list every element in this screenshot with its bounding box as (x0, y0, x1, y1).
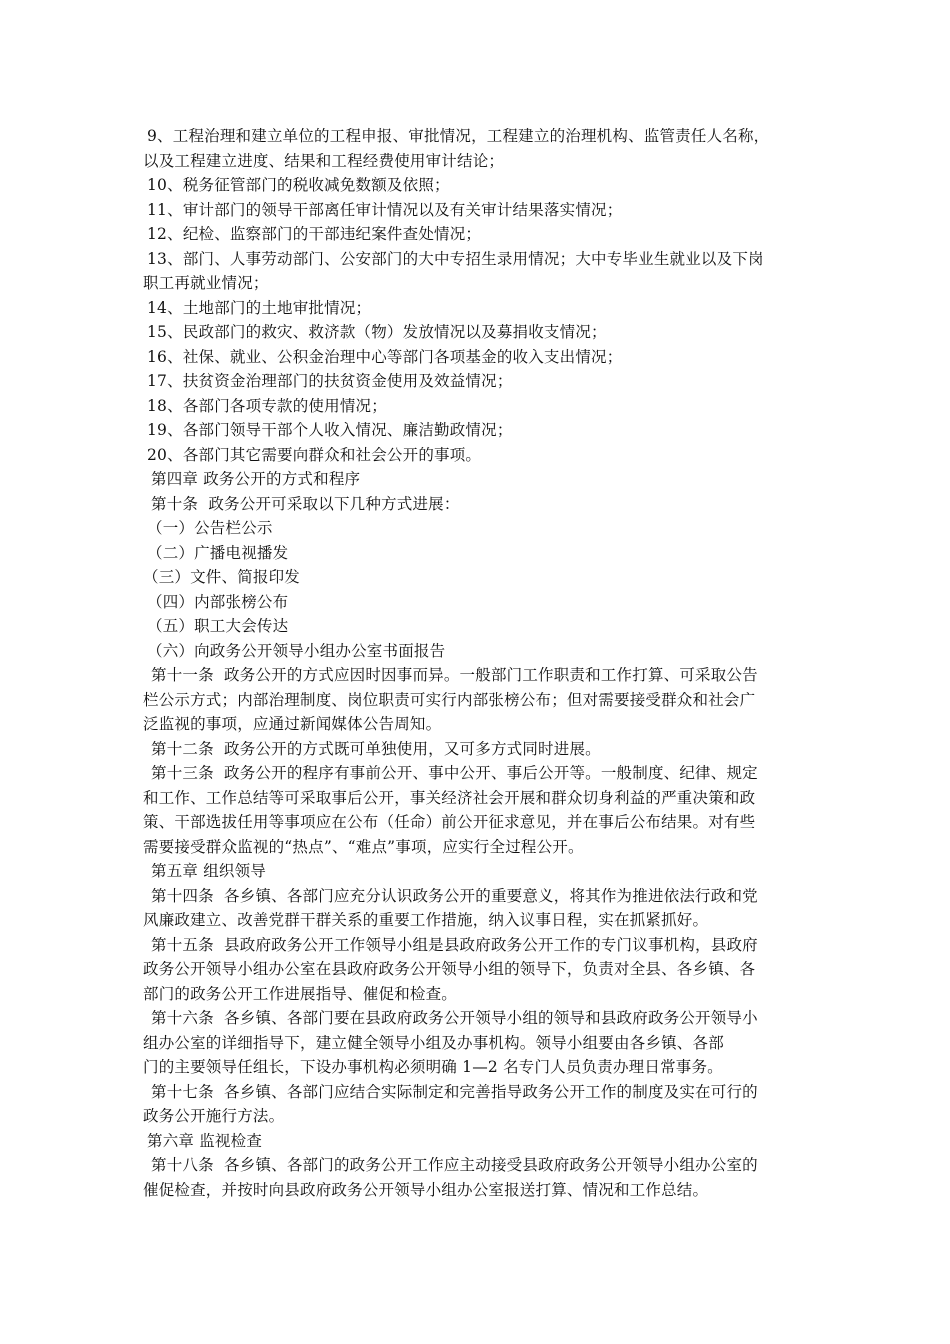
article-line: 第十四条 各乡镇、各部门应充分认识政务公开的重要意义，将其作为推进依法行政和党 (151, 886, 758, 905)
text-line: 栏公示方式；内部治理制度、岗位职责可实行内部张榜公布；但对需要接受群众和社会广 (143, 690, 756, 709)
text-line: 10、税务征管部门的税收减免数额及依照； (147, 176, 450, 194)
text-line: 风廉政建立、改善党群干群关系的重要工作措施，纳入议事日程，实在抓紧抓好。 (143, 911, 709, 929)
text-line: 15、民政部门的救灾、救济款（物）发放情况以及募捐收支情况； (147, 323, 607, 341)
text-line: 策、干部选拔任用等事项应在公布（任命）前公开征求意见，并在事后公布结果。对有些 (143, 813, 756, 831)
text-line: 11、审计部门的领导干部离任审计情况以及有关审计结果落实情况； (147, 200, 623, 219)
text-line: 9、工程治理和建立单位的工程申报、审批情况，工程建立的治理机构、监管责任人名称， (147, 127, 770, 145)
list-item: （四）内部张榜公布 (147, 592, 289, 611)
text-line: 政务公开领导小组办公室在县政府政务公开领导小组的领导下，负责对全县、各乡镇、各 (143, 960, 756, 978)
article-line: 第十六条 各乡镇、各部门要在县政府政务公开领导小组的领导和县政府政务公开领导小 (151, 1009, 758, 1027)
list-item: （三）文件、简报印发 (143, 568, 301, 586)
text-line: 19、各部门领导干部个人收入情况、廉洁勤政情况； (147, 421, 513, 439)
text-line: 需要接受群众监视的“热点”、“难点”事项，应实行全过程公开。 (143, 837, 584, 856)
article-line: 第十七条 各乡镇、各部门应结合实际制定和完善指导政务公开工作的制度及实在可行的 (151, 1082, 758, 1101)
text-line: 12、纪检、监察部门的干部违纪案件查处情况； (147, 225, 482, 243)
text-line: 20、各部门其它需要向群众和社会公开的事项。 (147, 445, 482, 464)
text-line: 17、扶贫资金治理部门的扶贫资金使用及效益情况； (147, 372, 513, 390)
list-item: （一）公告栏公示 (147, 519, 273, 537)
article-line: 第十三条 政务公开的程序有事前公开、事中公开、事后公开等。一般制度、纪律、规定 (151, 764, 758, 782)
text-line: 门的主要领导任组长，下设办事机构必须明确 1—2 名专门人员负责办理日常事务。 (143, 1058, 723, 1076)
article-line: 第十二条 政务公开的方式既可单独使用，又可多方式同时进展。 (151, 739, 601, 758)
list-item: （二）广播电视播发 (147, 543, 289, 562)
text-line: 和工作、工作总结等可采取事后公开，事关经济社会开展和群众切身利益的严重决策和政 (143, 788, 756, 807)
list-item: （六）向政务公开领导小组办公室书面报告 (147, 641, 446, 660)
article-line: 第十条 政务公开可采取以下几种方式进展： (151, 494, 460, 513)
text-line: 政务公开施行方法。 (143, 1107, 285, 1125)
article-line: 第十五条 县政府政务公开工作领导小组是县政府政务公开工作的专门议事机构，县政府 (151, 935, 758, 954)
chapter-heading: 第六章 监视检查 (147, 1131, 263, 1150)
text-line: 泛监视的事项，应通过新闻媒体公告周知。 (143, 715, 442, 733)
text-line: 职工再就业情况； (143, 274, 269, 292)
chapter-heading: 第四章 政务公开的方式和程序 (151, 470, 361, 488)
text-line: 组办公室的详细指导下，建立健全领导小组及办事机构。领导小组要由各乡镇、各部 (143, 1033, 724, 1052)
article-line: 第十八条 各乡镇、各部门的政务公开工作应主动接受县政府政务公开领导小组办公室的 (151, 1156, 758, 1174)
list-item: （五）职工大会传达 (147, 617, 289, 635)
text-line: 以及工程建立进度、结果和工程经费使用审计结论； (143, 151, 505, 170)
text-line: 16、社保、就业、公积金治理中心等部门各项基金的收入支出情况； (147, 347, 623, 366)
text-line: 14、土地部门的土地审批情况； (147, 298, 372, 317)
chapter-heading: 第五章 组织领导 (151, 862, 267, 880)
text-line: 部门的政务公开工作进展指导、催促和检查。 (143, 984, 458, 1003)
document-body (143, 124, 813, 1202)
text-line: 18、各部门各项专款的使用情况； (147, 396, 387, 415)
text-line: 13、部门、人事劳动部门、公安部门的大中专招生录用情况；大中专毕业生就业以及下岗 (147, 249, 764, 268)
text-line: 催促检查，并按时向县政府政务公开领导小组办公室报送打算、情况和工作总结。 (143, 1180, 709, 1199)
article-line: 第十一条 政务公开的方式应因时因事而异。一般部门工作职责和工作打算、可采取公告 (151, 666, 758, 684)
